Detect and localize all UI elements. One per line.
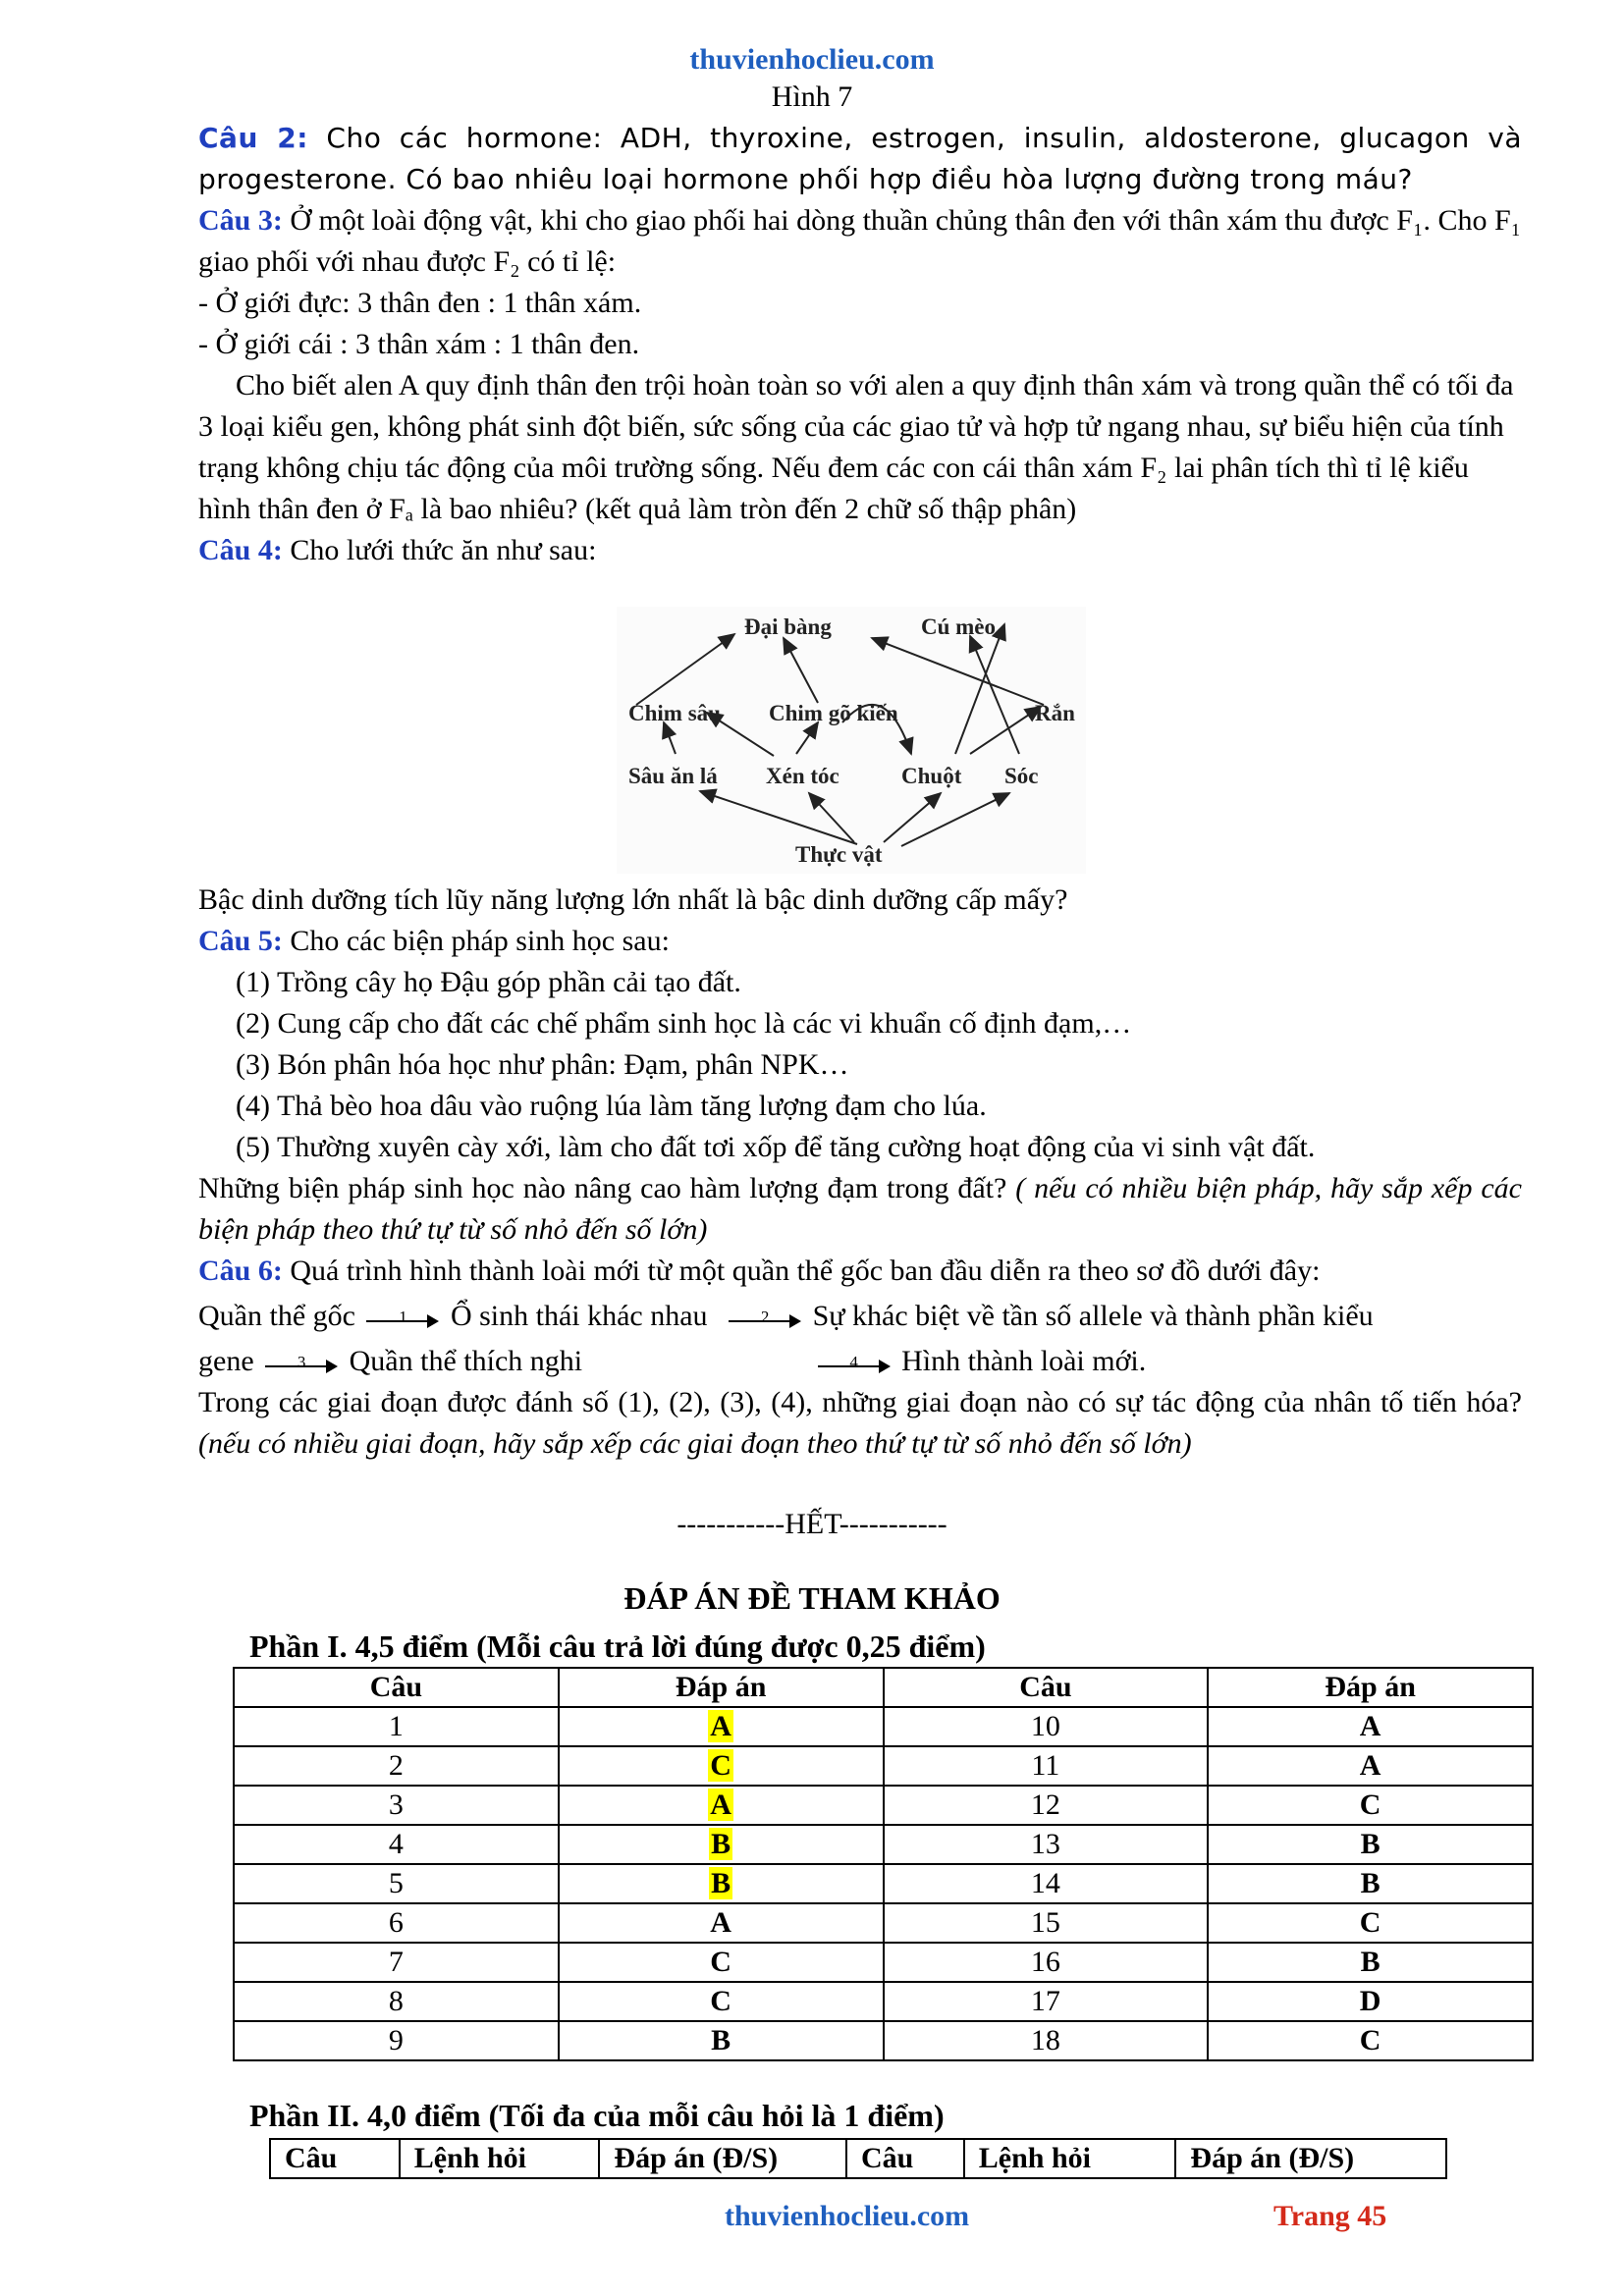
node-sau-an-la: Sâu ăn lá	[628, 764, 718, 788]
arrow-chuot-cumeo	[955, 624, 1004, 754]
question-2-text: Cho các hormone: ADH, thyroxine, estrogen, insulin, aldosterone, glucagon và progesterone. Có bao nhiêu loại hormone phối hợp điều hòa lượng đường trong máu?	[198, 122, 1522, 195]
step-adapted-pop: Quần thể thích nghi	[349, 1345, 583, 1377]
cell-question: 15	[884, 1903, 1209, 1943]
table-row	[234, 1982, 1533, 2021]
question-3-label: Câu 3:	[198, 204, 283, 237]
step-new-species: Hình thành loài mới.	[901, 1345, 1147, 1377]
cell-question: 10	[884, 1707, 1209, 1746]
question-5-note: ( nếu có nhiều biện pháp, hãy sắp xếp các biện pháp theo thứ tự từ số nhỏ đến số lớn)	[198, 1172, 1523, 1246]
step-allele-diff-cont: gene	[198, 1345, 254, 1377]
question-3-body: Cho biết alen A quy định thân đen trội hoàn toàn so với alen a quy định thân xám và trong quần thể có tối đa 3 loại kiểu gen, không phát sinh đột biến, sức sống của các giao tử và hợp tử ngang nhau, sự biểu hiện của tính trạng không chịu tác động của môi trường sống. Nếu đem các con cái thân xám F₂ lai phân tích thì tỉ lệ kiểu hình thân đen ở Fₐ là bao nhiêu? (kết quả làm tròn đến 2 chữ số thập phân)	[198, 369, 1514, 525]
cell-answer: A	[559, 1786, 884, 1825]
table-header-row	[270, 2139, 1446, 2178]
node-soc: Sóc	[1004, 764, 1039, 788]
arrow-4: 4	[818, 1354, 891, 1373]
node-cu-meo: Cú mèo	[921, 614, 997, 639]
cell-answer: B	[559, 1825, 884, 1864]
cell-answer: C	[1208, 2021, 1533, 2060]
question-5-item: (4) Thả bèo hoa dâu vào ruộng lúa làm tăng lượng đạm cho lúa.	[236, 1090, 987, 1122]
cell-answer: B	[1208, 1864, 1533, 1903]
header-cau: Câu	[846, 2139, 964, 2178]
food-web-diagram	[617, 607, 1086, 874]
question-3-intro-text: Ở một loài động vật, khi cho giao phối hai dòng thuần chủng thân đen với thân xám thu được F₁. Cho F₁ giao phối với nhau được F₂ có tỉ lệ:	[198, 204, 1522, 278]
arrow-thucvat-sauanla	[700, 791, 857, 844]
cell-answer: A	[1208, 1707, 1533, 1746]
question-5-item: (2) Cung cấp cho đất các chế phẩm sinh học là các vi khuẩn cố định đạm,…	[236, 1007, 1132, 1040]
step-origin: Quần thể gốc	[198, 1300, 355, 1332]
arrow-thucvat-chuot	[884, 793, 941, 842]
cell-question: 14	[884, 1864, 1209, 1903]
cell-question: 16	[884, 1943, 1209, 1982]
question-4-label: Câu 4:	[198, 534, 283, 566]
cell-answer: B	[1208, 1943, 1533, 1982]
node-dai-bang: Đại bàng	[744, 614, 832, 639]
question-5-intro	[198, 921, 1522, 962]
cell-question: 12	[884, 1786, 1209, 1825]
question-6-intro-text: Quá trình hình thành loài mới từ một quần thể gốc ban đầu diễn ra theo sơ đồ dưới đây:	[290, 1255, 1321, 1287]
arrow-chimsau-daibang	[636, 634, 734, 705]
question-4-intro-text: Cho lưới thức ăn như sau:	[290, 534, 597, 566]
question-2-label: Câu 2:	[198, 122, 308, 154]
cell-question: 7	[234, 1943, 559, 1982]
question-6-label: Câu 6:	[198, 1255, 283, 1287]
part2-answer-table	[269, 2138, 1447, 2179]
header-lenh-hoi: Lệnh hỏi	[400, 2139, 600, 2178]
arrow-3: 3	[265, 1354, 338, 1373]
step-niche: Ổ sinh thái khác nhau	[450, 1300, 708, 1332]
table-row	[234, 1707, 1533, 1746]
cell-answer: B	[559, 2021, 884, 2060]
node-ran: Rắn	[1035, 701, 1075, 725]
header-lenh-hoi: Lệnh hỏi	[964, 2139, 1176, 2178]
speciation-flow-line-2	[198, 1341, 1522, 1382]
question-4-question: Bậc dinh dưỡng tích lũy năng lượng lớn nhất là bậc dinh dưỡng cấp mấy?	[198, 883, 1068, 916]
question-5-item: (5) Thường xuyên cày xới, làm cho đất tơi xốp để tăng cường hoạt động của vi sinh vật đất.	[236, 1131, 1316, 1163]
node-chim-sau: Chim sâu	[628, 701, 721, 725]
question-3-male: - Ở giới đực: 3 thân đen : 1 thân xám.	[198, 287, 642, 319]
step-allele-diff: Sự khác biệt về tần số allele và thành phần kiểu	[812, 1300, 1374, 1332]
cell-question: 13	[884, 1825, 1209, 1864]
cell-answer: B	[1208, 1825, 1533, 1864]
cell-question: 11	[884, 1746, 1209, 1786]
cell-question: 4	[234, 1825, 559, 1864]
header-cau: Câu	[270, 2139, 400, 2178]
node-thuc-vat: Thực vật	[795, 842, 883, 867]
question-5-label: Câu 5:	[198, 925, 283, 957]
table-row	[234, 2021, 1533, 2060]
food-web-arrows	[636, 624, 1044, 846]
arrow-ran-daibang	[872, 638, 1044, 705]
questions-block-bottom	[198, 880, 1522, 1465]
table-row	[234, 1746, 1533, 1786]
question-6-note: (nếu có nhiều giai đoạn, hãy sắp xếp các giai đoạn theo thứ tự từ số nhỏ đến số lớn)	[198, 1427, 1192, 1460]
cell-answer: C	[559, 1982, 884, 2021]
cell-answer: C	[1208, 1903, 1533, 1943]
cell-question: 8	[234, 1982, 559, 2021]
node-xen-toc: Xén tóc	[766, 764, 839, 788]
header-dap-an: Đáp án	[1208, 1668, 1533, 1707]
cell-question: 6	[234, 1903, 559, 1943]
cell-answer: A	[559, 1903, 884, 1943]
table-header-row	[234, 1668, 1533, 1707]
table-row	[234, 1786, 1533, 1825]
cell-question: 2	[234, 1746, 559, 1786]
part1-answer-table	[233, 1667, 1534, 2061]
header-dap-an: Đáp án	[559, 1668, 884, 1707]
part2-title: Phần II. 4,0 điểm (Tối đa của mỗi câu hỏi là 1 điểm)	[249, 2098, 945, 2133]
table-row	[234, 1825, 1533, 1864]
node-chuot: Chuột	[901, 764, 962, 788]
question-2	[198, 118, 1522, 200]
cell-answer: A	[1208, 1746, 1533, 1786]
page-number: Trang 45	[1273, 2200, 1387, 2232]
arrow-xentoc-chimgokien	[796, 722, 818, 754]
cell-question: 1	[234, 1707, 559, 1746]
question-3-intro	[198, 200, 1522, 283]
cell-question: 18	[884, 2021, 1209, 2060]
cell-question: 9	[234, 2021, 559, 2060]
question-6-intro	[198, 1251, 1522, 1292]
question-5-item: (1) Trồng cây họ Đậu góp phần cải tạo đất.	[236, 966, 741, 998]
header-cau: Câu	[234, 1668, 559, 1707]
table-row	[234, 1943, 1533, 1982]
table-row	[234, 1864, 1533, 1903]
question-5-question-text: Những biện pháp sinh học nào nâng cao hàm lượng đạm trong đất?	[198, 1172, 1007, 1204]
header-site-name: thuvienhoclieu.com	[689, 43, 935, 76]
question-6-question-text: Trong các giai đoạn được đánh số (1), (2), (3), (4), những giai đoạn nào có sự tác động của nhân tố tiến hóa?	[198, 1386, 1522, 1418]
end-mark: -----------HẾT-----------	[677, 1508, 947, 1540]
questions-block-top	[198, 118, 1522, 571]
arrow-sauanla-chimsau	[664, 722, 676, 754]
arrow-1: 1	[366, 1308, 439, 1328]
cell-answer: C	[559, 1746, 884, 1786]
arrow-chimgokien-daibang	[784, 638, 818, 703]
cell-answer: C	[1208, 1786, 1533, 1825]
cell-question: 17	[884, 1982, 1209, 2021]
answer-key-title: ĐÁP ÁN ĐỀ THAM KHẢO	[623, 1580, 1001, 1616]
header-dap-an-ds: Đáp án (Đ/S)	[1175, 2139, 1446, 2178]
footer-site-name: thuvienhoclieu.com	[725, 2200, 970, 2232]
cell-answer: A	[559, 1707, 884, 1746]
header-dap-an-ds: Đáp án (Đ/S)	[599, 2139, 846, 2178]
cell-question: 3	[234, 1786, 559, 1825]
table-row	[234, 1903, 1533, 1943]
arrow-2: 2	[729, 1308, 801, 1328]
question-6-question	[198, 1382, 1522, 1465]
cell-answer: C	[559, 1943, 884, 1982]
speciation-flow-line-1	[198, 1296, 1522, 1337]
part1-title: Phần I. 4,5 điểm (Mỗi câu trả lời đúng được 0,25 điểm)	[249, 1629, 986, 1664]
question-5-item: (3) Bón phân hóa học như phân: Đạm, phân NPK…	[236, 1048, 849, 1081]
figure-caption: Hình 7	[771, 80, 853, 113]
node-chim-go-kien: Chim gõ kiến	[769, 701, 898, 725]
cell-answer: D	[1208, 1982, 1533, 2021]
question-5-question	[198, 1168, 1522, 1251]
question-4-intro	[198, 530, 1522, 571]
arrow-thucvat-soc	[901, 793, 1009, 846]
header-cau: Câu	[884, 1668, 1209, 1707]
cell-question: 5	[234, 1864, 559, 1903]
question-3-female: - Ở giới cái : 3 thân xám : 1 thân đen.	[198, 328, 640, 360]
question-5-intro-text: Cho các biện pháp sinh học sau:	[290, 925, 670, 957]
cell-answer: B	[559, 1864, 884, 1903]
arrow-chuot-ran	[970, 707, 1041, 754]
